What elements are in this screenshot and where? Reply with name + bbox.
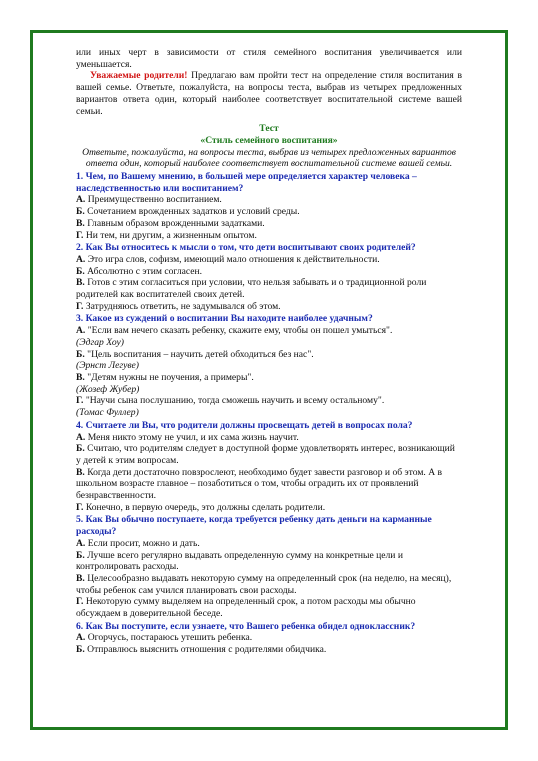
question-4: 4. Считаете ли Вы, что родители должны просвещать детей в вопросах пола? xyxy=(76,419,413,431)
option-letter: В. xyxy=(76,466,85,478)
option-text: Готов с этим согласиться при условии, что нельзя забывать и о традиционной роли родителей как воспитателей своих детей. xyxy=(76,277,427,301)
answer-option xyxy=(76,230,462,242)
option-letter: Б. xyxy=(76,348,85,360)
option-letter: А. xyxy=(76,253,86,265)
option-letter: В. xyxy=(76,277,85,289)
option-text: "Если вам нечего сказать ребенку, скажите ему, чтобы он пошел умыться". xyxy=(85,325,393,337)
quote-author: (Жозеф Жубер) xyxy=(76,383,140,395)
question-2: 2. Как Вы относитесь к мысли о том, что дети воспитывают своих родителей? xyxy=(76,242,416,254)
greeting-text: Предлагаю вам пройти тест на определение стиля воспитания в вашей семье. Ответьте, пожалуйста, на вопросы теста, выбрав из четырех предложенных вариантов ответа один, который наиболее соответствует воспитательной системе вашей семьи. xyxy=(76,70,462,117)
option-text: Считаю, что родителям следует в доступной форме удовлетворять интерес, возникающий у детей к этим вопросам. xyxy=(76,443,455,466)
answer-option xyxy=(76,349,462,361)
intro-paragraph xyxy=(76,70,462,117)
option-text: Отправлюсь выяснить отношения с родителями обидчика. xyxy=(84,644,327,656)
quote-author: (Томас Фуллер) xyxy=(76,407,139,419)
answer-option xyxy=(76,277,462,300)
answer-option xyxy=(76,467,462,502)
answer-option xyxy=(76,538,462,550)
answer-option xyxy=(76,632,462,644)
answer-option xyxy=(76,325,462,337)
option-text: Затрудняюсь ответить, не задумывался об этом. xyxy=(83,300,281,312)
answer-option xyxy=(76,372,462,384)
option-text: Сочетанием врожденных задатков и условий среды. xyxy=(84,206,300,218)
option-text: Преимущественно воспитанием. xyxy=(85,194,222,206)
option-letter: Б. xyxy=(76,206,85,218)
answer-option xyxy=(76,266,462,278)
quote-author: (Эдгар Хоу) xyxy=(76,336,124,348)
option-letter: А. xyxy=(76,537,86,549)
option-letter: Б. xyxy=(76,549,85,561)
test-instruction: Ответьте, пожалуйста, на вопросы теста, выбрав из четырех предложенных вариантов ответа один, который наиболее соответствует воспитательной системе вашей семьи. xyxy=(82,146,456,170)
option-text: "Цель воспитания – научить детей обходиться без нас". xyxy=(84,348,314,360)
document-body xyxy=(76,47,462,656)
answer-option xyxy=(76,194,462,206)
option-letter: А. xyxy=(76,194,86,206)
question-1: 1. Чем, по Вашему мнению, в большей мере определяется характер человека – наследственностью или воспитанием? xyxy=(76,171,417,194)
answer-option xyxy=(76,395,462,407)
option-letter: Г. xyxy=(76,300,84,312)
option-text: Конечно, в первую очередь, это должны сделать родители. xyxy=(83,501,326,513)
option-text: Меня никто этому не учил, и их сама жизнь научит. xyxy=(85,431,299,443)
option-letter: Б. xyxy=(76,265,85,277)
option-text: Лучше всего регулярно выдавать определенную сумму на конкретные цели и контролировать расходы. xyxy=(76,549,403,573)
option-text: Когда дети достаточно повзрослеют, необходимо будет завести разговор и об этом. А в школьном возрасте главное – позаботиться о том, чтобы оградить их от проявлений безнравственности. xyxy=(76,466,443,502)
option-letter: Г. xyxy=(76,501,84,513)
test-title: «Стиль семейного воспитания» xyxy=(200,134,338,146)
question-6: 6. Как Вы поступите, если узнаете, что Вашего ребенка обидел одноклассник? xyxy=(76,620,416,632)
answer-option xyxy=(76,573,462,596)
option-text: Если просит, можно и дать. xyxy=(85,537,200,549)
answer-option xyxy=(76,644,462,656)
option-letter: Г. xyxy=(76,229,84,241)
option-text: "Детям нужны не поучения, а примеры". xyxy=(84,371,254,383)
option-letter: А. xyxy=(76,431,86,443)
option-letter: В. xyxy=(76,371,85,383)
answer-option xyxy=(76,502,462,514)
intro-continuation: или иных черт в зависимости от стиля семейного воспитания увеличивается или уменьшается. xyxy=(76,47,462,70)
greeting: Уважаемые родители! xyxy=(90,70,188,82)
option-text: Огорчусь, постараюсь утешить ребенка. xyxy=(85,632,253,644)
answer-option xyxy=(76,254,462,266)
answer-option xyxy=(76,301,462,313)
option-letter: В. xyxy=(76,217,85,229)
option-text: Абсолютно с этим согласен. xyxy=(84,265,203,277)
option-letter: В. xyxy=(76,572,85,584)
option-text: Ни тем, ни другим, а жизненным опытом. xyxy=(83,229,257,241)
option-letter: Г. xyxy=(76,596,84,608)
answer-option xyxy=(76,550,462,573)
option-letter: Г. xyxy=(76,395,84,407)
test-heading: Тест xyxy=(259,123,279,135)
answer-option xyxy=(76,432,462,444)
option-letter: А. xyxy=(76,325,86,337)
option-letter: А. xyxy=(76,632,86,644)
answer-option xyxy=(76,218,462,230)
option-text: Целесообразно выдавать некоторую сумму на определенный срок (на неделю, на месяц), чтобы ребенок сам учился планировать свои расходы. xyxy=(76,572,452,596)
questions-list xyxy=(76,171,462,656)
answer-option xyxy=(76,596,462,619)
option-text: Некоторую сумму выделяем на определенный срок, а потом расходы мы обычно обсуждаем в доверительной беседе. xyxy=(76,596,416,620)
option-letter: Б. xyxy=(76,644,85,656)
option-letter: Б. xyxy=(76,443,85,455)
question-3: 3. Какое из суждений о воспитании Вы находите наиболее удачным? xyxy=(76,313,373,325)
answer-option xyxy=(76,443,462,466)
option-text: Главным образом врожденными задатками. xyxy=(84,217,265,229)
option-text: Это игра слов, софизм, имеющий мало отношения к действительности. xyxy=(85,253,380,265)
option-text: "Научи сына послушанию, тогда сможешь научить и всему остальному". xyxy=(83,395,385,407)
quote-author: (Эрнст Легуве) xyxy=(76,360,139,372)
question-5: 5. Как Вы обычно поступаете, когда требуется ребенку дать деньги на карманные расходы? xyxy=(76,514,432,538)
answer-option xyxy=(76,206,462,218)
